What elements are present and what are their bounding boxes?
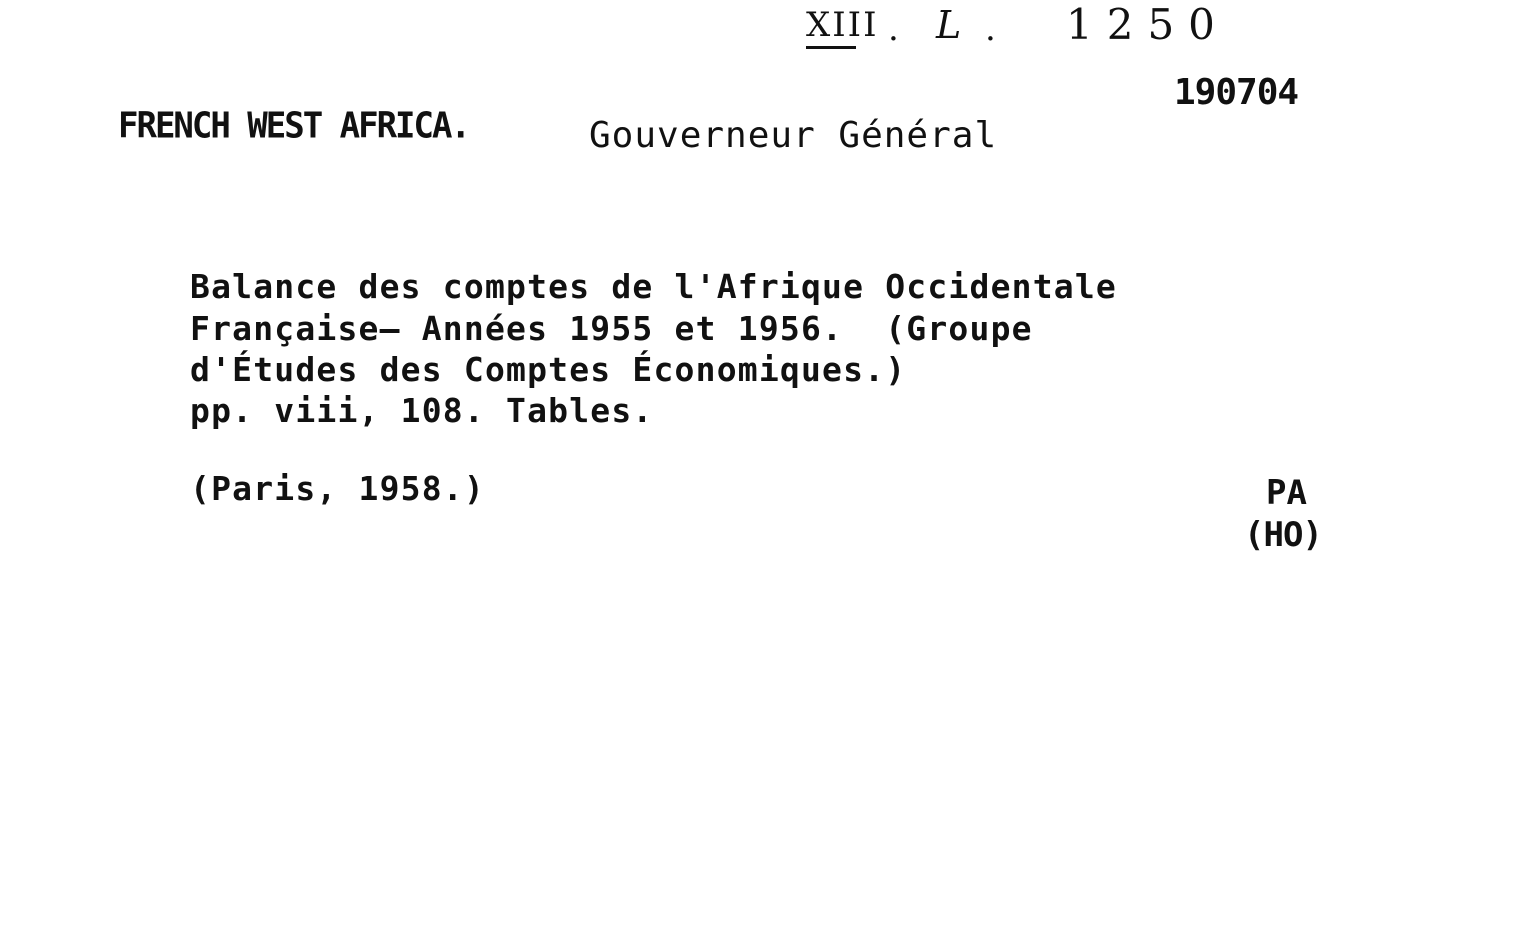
shelfmark-number: 1250 <box>1066 0 1229 49</box>
shelfmark-separator: . <box>888 9 905 49</box>
entry-line: d'Études des Comptes Économiques.) <box>190 350 907 389</box>
shelfmark-part: L <box>936 3 968 47</box>
entry-line: Balance des comptes de l'Afrique Occidentale <box>190 267 1117 306</box>
shelfmark-prefix: XIII <box>806 5 879 45</box>
location-subcode: (HO) <box>1244 515 1322 555</box>
heading-sub: Gouverneur Général <box>589 115 998 156</box>
location-code: PA <box>1266 473 1307 513</box>
entry-line: Française— Années 1955 et 1956. (Groupe <box>190 309 1033 348</box>
shelfmark-separator: . <box>985 9 1002 49</box>
shelfmark-underline <box>806 46 856 49</box>
entry-line: pp. viii, 108. Tables. <box>190 391 654 430</box>
accession-number: 190704 <box>1174 72 1299 113</box>
imprint: (Paris, 1958.) <box>190 469 485 508</box>
heading-main: FRENCH WEST AFRICA. <box>118 104 469 147</box>
